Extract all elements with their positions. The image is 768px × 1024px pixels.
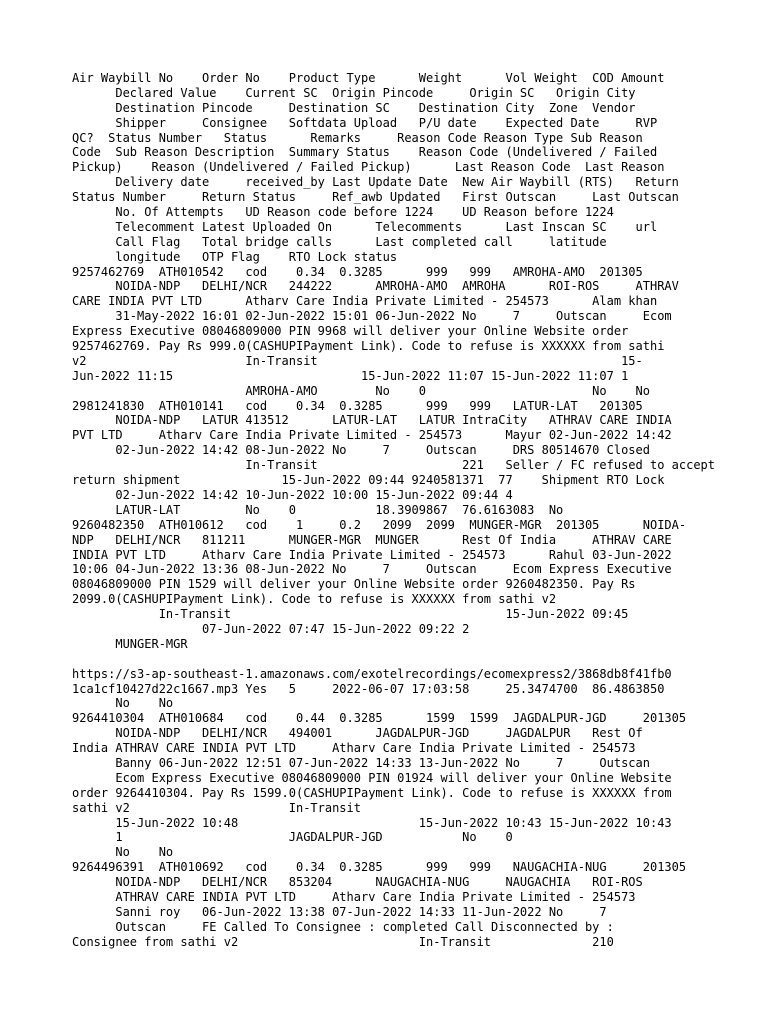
report-line: 2981241830 ATH010141 cod 0.34 0.3285 999 999 LATUR-LAT 201305 — [72, 398, 643, 413]
report-line: In-Transit 221 Seller / FC refused to accept — [72, 458, 715, 473]
report-line: 15-Jun-2022 10:48 15-Jun-2022 10:43 15-Jun-2022 10:43 — [72, 815, 672, 830]
report-line: No No — [72, 696, 174, 711]
report-line: sathi v2 In-Transit — [72, 800, 361, 815]
report-line: 07-Jun-2022 07:47 15-Jun-2022 09:22 2 — [72, 621, 470, 636]
report-line: CARE INDIA PVT LTD Atharv Care India Private Limited - 254573 Alam khan — [72, 294, 658, 309]
report-line: Status Number Return Status Ref_awb Updated First Outscan Last Outscan — [72, 190, 679, 205]
report-line: 9257462769 ATH010542 cod 0.34 0.3285 999 999 AMROHA-AMO 201305 — [72, 264, 643, 279]
report-line: 08046809000 PIN 1529 will deliver your Online Website order 9260482350. Pay Rs — [72, 577, 636, 592]
report-line: Delivery date received_by Last Update Date New Air Waybill (RTS) Return — [72, 175, 679, 190]
report-line: Call Flag Total bridge calls Last completed call latitude — [72, 234, 607, 249]
report-line: longitude OTP Flag RTO Lock status — [72, 249, 398, 264]
report-line: NDP DELHI/NCR 811211 MUNGER-MGR MUNGER Rest Of India ATHRAV CARE — [72, 532, 672, 547]
report-line: Destination Pincode Destination SC Destination City Zone Vendor — [72, 100, 636, 115]
report-line: NOIDA-NDP LATUR 413512 LATUR-LAT LATUR IntraCity ATHRAV CARE INDIA — [72, 413, 672, 428]
report-line: AMROHA-AMO No 0 No No — [72, 383, 650, 398]
report-line: Banny 06-Jun-2022 12:51 07-Jun-2022 14:33 13-Jun-2022 No 7 Outscan — [72, 755, 650, 770]
report-line: Sanni roy 06-Jun-2022 13:38 07-Jun-2022 14:33 11-Jun-2022 No 7 — [72, 904, 607, 919]
report-line: 9264410304 ATH010684 cod 0.44 0.3285 1599 1599 JAGDALPUR-JGD 201305 — [72, 711, 687, 726]
report-line: LATUR-LAT No 0 18.3909867 76.6163083 No — [72, 502, 564, 517]
report-line: In-Transit 15-Jun-2022 09:45 — [72, 607, 629, 622]
report-line: 9264496391 ATH010692 cod 0.34 0.3285 999 999 NAUGACHIA-NUG 201305 — [72, 860, 687, 875]
report-line: order 9264410304. Pay Rs 1599.0(CASHUPIPayment Link). Code to refuse is XXXXXX from — [72, 785, 672, 800]
report-line: 02-Jun-2022 14:42 08-Jun-2022 No 7 Outscan DRS 80514670 Closed — [72, 443, 650, 458]
report-line: Code Sub Reason Description Summary Status Reason Code (Undelivered / Failed — [72, 145, 658, 160]
report-line: QC? Status Number Status Remarks Reason Code Reason Type Sub Reason — [72, 130, 643, 145]
report-line: India ATHRAV CARE INDIA PVT LTD Atharv Care India Private Limited - 254573 — [72, 741, 636, 756]
report-line: return shipment 15-Jun-2022 09:44 9240581371 77 Shipment RTO Lock — [72, 473, 665, 488]
report-line: No No — [72, 845, 174, 860]
report-line: INDIA PVT LTD Atharv Care India Private Limited - 254573 Rahul 03-Jun-2022 — [72, 547, 672, 562]
report-line: Telecomment Latest Uploaded On Telecomments Last Inscan SC url — [72, 219, 658, 234]
report-line: NOIDA-NDP DELHI/NCR 494001 JAGDALPUR-JGD JAGDALPUR Rest Of — [72, 726, 643, 741]
report-line: Consignee from sathi v2 In-Transit 210 — [72, 934, 614, 949]
report-line: Declared Value Current SC Origin Pincode Origin SC Origin City — [72, 85, 636, 100]
report-line: 2099.0(CASHUPIPayment Link). Code to refuse is XXXXXX from sathi v2 — [72, 592, 557, 607]
report-line: Jun-2022 11:15 15-Jun-2022 11:07 15-Jun-2022 11:07 1 — [72, 368, 629, 383]
report-line: Ecom Express Executive 08046809000 PIN 01924 will deliver your Online Website — [72, 770, 672, 785]
shipment-report-text — [72, 71, 715, 950]
report-line: 10:06 04-Jun-2022 13:36 08-Jun-2022 No 7 Outscan Ecom Express Executive — [72, 562, 672, 577]
report-line: Express Executive 08046809000 PIN 9968 will deliver your Online Website order — [72, 324, 629, 339]
report-line: Outscan FE Called To Consignee : completed Call Disconnected by : — [72, 919, 614, 934]
report-line: NOIDA-NDP DELHI/NCR 853204 NAUGACHIA-NUG NAUGACHIA ROI-ROS — [72, 875, 643, 890]
report-line: 1 JAGDALPUR-JGD No 0 — [72, 830, 513, 845]
report-line: MUNGER-MGR — [72, 636, 188, 651]
report-line: v2 In-Transit 15- — [72, 353, 643, 368]
report-line — [72, 652, 702, 667]
report-line: 9260482350 ATH010612 cod 1 0.2 2099 2099 MUNGER-MGR 201305 NOIDA- — [72, 517, 687, 532]
report-line: 1ca1cf10427d22c1667.mp3 Yes 5 2022-06-07 17:03:58 25.3474700 86.4863850 — [72, 681, 665, 696]
report-line: 9257462769. Pay Rs 999.0(CASHUPIPayment Link). Code to refuse is XXXXXX from sathi — [72, 339, 665, 354]
report-line: ATHRAV CARE INDIA PVT LTD Atharv Care India Private Limited - 254573 — [72, 889, 636, 904]
report-line: 31-May-2022 16:01 02-Jun-2022 15:01 06-Jun-2022 No 7 Outscan Ecom — [72, 309, 672, 324]
report-line: Air Waybill No Order No Product Type Weight Vol Weight COD Amount — [72, 71, 665, 85]
report-line: No. Of Attempts UD Reason code before 1224 UD Reason before 1224 — [72, 205, 614, 220]
report-line: Shipper Consignee Softdata Upload P/U date Expected Date RVP — [72, 115, 658, 130]
report-line: 02-Jun-2022 14:42 10-Jun-2022 10:00 15-Jun-2022 09:44 4 — [72, 487, 513, 502]
report-line: Pickup) Reason (Undelivered / Failed Pickup) Last Reason Code Last Reason — [72, 160, 665, 175]
report-line: https://s3-ap-southeast-1.amazonaws.com/exotelrecordings/ecomexpress2/3868db8f41fb0 — [72, 666, 672, 681]
report-line: NOIDA-NDP DELHI/NCR 244222 AMROHA-AMO AMROHA ROI-ROS ATHRAV — [72, 279, 679, 294]
report-line: PVT LTD Atharv Care India Private Limited - 254573 Mayur 02-Jun-2022 14:42 — [72, 428, 672, 443]
